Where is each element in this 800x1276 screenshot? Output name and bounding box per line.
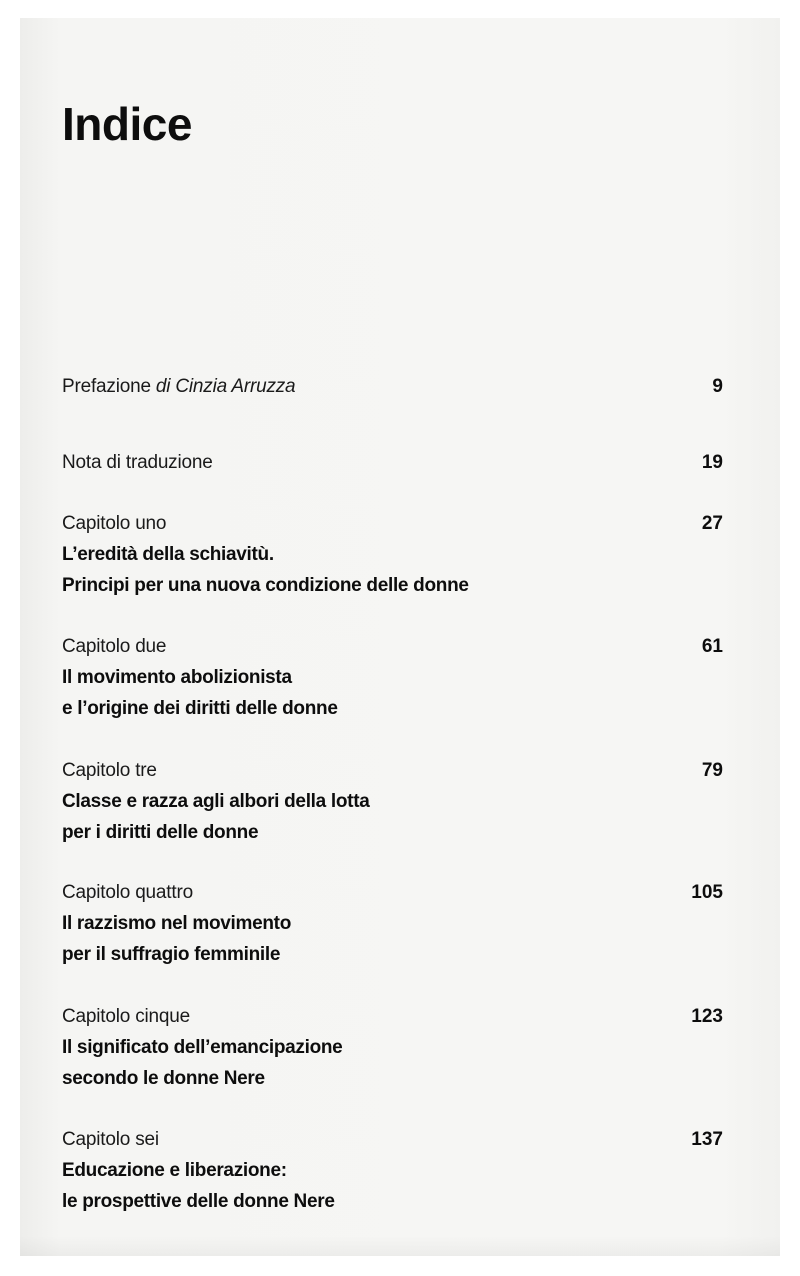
toc-entry-header <box>62 371 723 402</box>
toc-entry-capitolo-cinque <box>62 1001 723 1094</box>
toc-entry-capitolo-sei <box>62 1124 723 1217</box>
toc-entry-header <box>62 1124 723 1155</box>
toc-entry-capitolo-tre <box>62 755 723 848</box>
toc-entry-label: Nota di traduzione <box>62 452 213 473</box>
toc-chapter-title-line: Il significato dell’emancipazione <box>62 1037 343 1058</box>
toc-chapter-title-line: per i diritti delle donne <box>62 822 259 843</box>
toc-chapter-title-line: Principi per una nuova condizione delle donne <box>62 575 469 596</box>
toc-page-number: 123 <box>691 1006 723 1027</box>
toc-page-number: 105 <box>691 882 723 903</box>
toc-chapter-title-line: Il movimento abolizionista <box>62 667 292 688</box>
toc-entry-label: Capitolo cinque <box>62 1006 190 1027</box>
toc-entry-prefazione <box>62 371 723 402</box>
toc-entry-capitolo-quattro <box>62 877 723 970</box>
toc-page-number: 61 <box>701 636 723 657</box>
toc-chapter-title-line: Educazione e liberazione: <box>62 1160 287 1181</box>
toc-entry-label: Capitolo sei <box>62 1129 159 1150</box>
toc-entry-header <box>62 1001 723 1032</box>
toc-entry-label: Capitolo tre <box>62 760 157 781</box>
toc-page-number: 137 <box>691 1129 723 1150</box>
toc-chapter-title-line: L’eredità della schiavitù. <box>62 544 274 565</box>
toc-page-number: 27 <box>701 513 723 534</box>
toc-chapter-title-line: secondo le donne Nere <box>62 1068 265 1089</box>
toc-entry-label: Capitolo quattro <box>62 882 193 903</box>
toc-page-number: 19 <box>701 452 723 473</box>
toc-entry-capitolo-due <box>62 631 723 724</box>
toc-entry-nota <box>62 447 723 478</box>
toc-entry-label: Capitolo uno <box>62 513 167 534</box>
toc-chapter-title-line: Classe e razza agli albori della lotta <box>62 791 370 812</box>
page-title: Indice <box>62 98 192 150</box>
toc-chapter-title-line: e l’origine dei diritti delle donne <box>62 698 338 719</box>
toc-chapter-title-line: Il razzismo nel movimento <box>62 913 291 934</box>
toc-entry-header <box>62 508 723 539</box>
toc-entry-header <box>62 877 723 908</box>
toc-entry-header <box>62 631 723 662</box>
toc-entry-capitolo-uno <box>62 508 723 601</box>
toc-entry-author: di Cinzia Arruzza <box>155 376 296 397</box>
toc-entry-label: Prefazione di Cinzia Arruzza <box>62 376 296 397</box>
toc-page-number: 79 <box>701 760 723 781</box>
toc-entry-header <box>62 755 723 786</box>
toc-chapter-title-line: le prospettive delle donne Nere <box>62 1191 335 1212</box>
toc-entry-header <box>62 447 723 478</box>
toc-entry-label: Capitolo due <box>62 636 167 657</box>
toc-chapter-title-line: per il suffragio femminile <box>62 944 281 965</box>
toc-page-number: 9 <box>712 376 723 397</box>
